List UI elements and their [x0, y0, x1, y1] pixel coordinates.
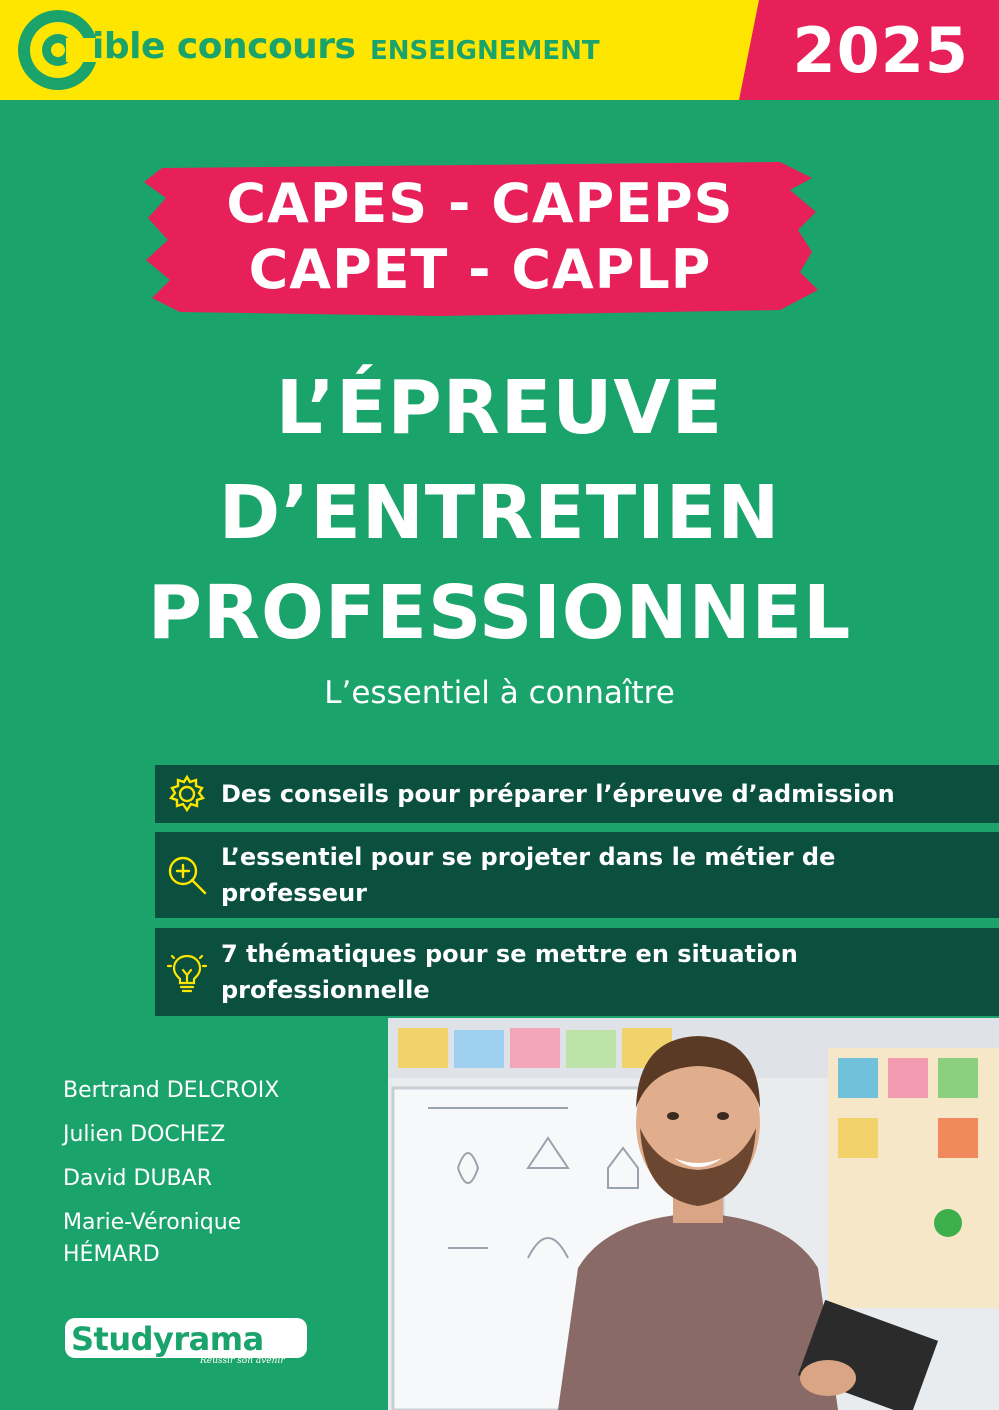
feature-box-advice: [155, 765, 999, 823]
author-list: [63, 1075, 363, 1283]
teacher-classroom-photo: [388, 1018, 999, 1410]
gear-icon: [165, 772, 209, 816]
subtitle: L’essentiel à connaître: [324, 675, 675, 711]
author-name: Bertrand DELCROIX: [63, 1078, 280, 1103]
feature-text-themes: 7 thématiques pour se mettre en situation professionnelle: [221, 940, 798, 1004]
publisher-name: Studyrama: [71, 1320, 264, 1358]
edition-year: 2025: [792, 14, 969, 87]
cible-target-logo-icon: [14, 6, 102, 94]
top-bar: [0, 0, 999, 100]
brand-category: ENSEIGNEMENT: [370, 36, 600, 66]
title-line-1: L’ÉPREUVE: [275, 365, 724, 451]
author-name: Marie-Véronique HÉMARD: [63, 1210, 242, 1267]
brand-name: ible concours: [92, 26, 356, 67]
feature-box-themes: [155, 928, 999, 1016]
exam-list-line-2: CAPET - CAPLP: [248, 238, 712, 301]
publisher-tagline: Réussir son avenir: [200, 1356, 285, 1366]
feature-box-profession: [155, 832, 999, 918]
magnifier-plus-icon: [165, 853, 209, 897]
lightbulb-icon: [165, 950, 209, 994]
feature-text-advice: Des conseils pour préparer l’épreuve d’admission: [221, 780, 895, 808]
title-line-2: D’ENTRETIEN: [218, 470, 781, 556]
author-name: David DUBAR: [63, 1166, 212, 1191]
exam-list-line-1: CAPES - CAPEPS: [226, 172, 734, 235]
title-line-3: PROFESSIONNEL: [147, 570, 852, 656]
author-name: Julien DOCHEZ: [63, 1122, 226, 1147]
feature-text-profession: L’essentiel pour se projeter dans le métier de professeur: [221, 843, 836, 907]
